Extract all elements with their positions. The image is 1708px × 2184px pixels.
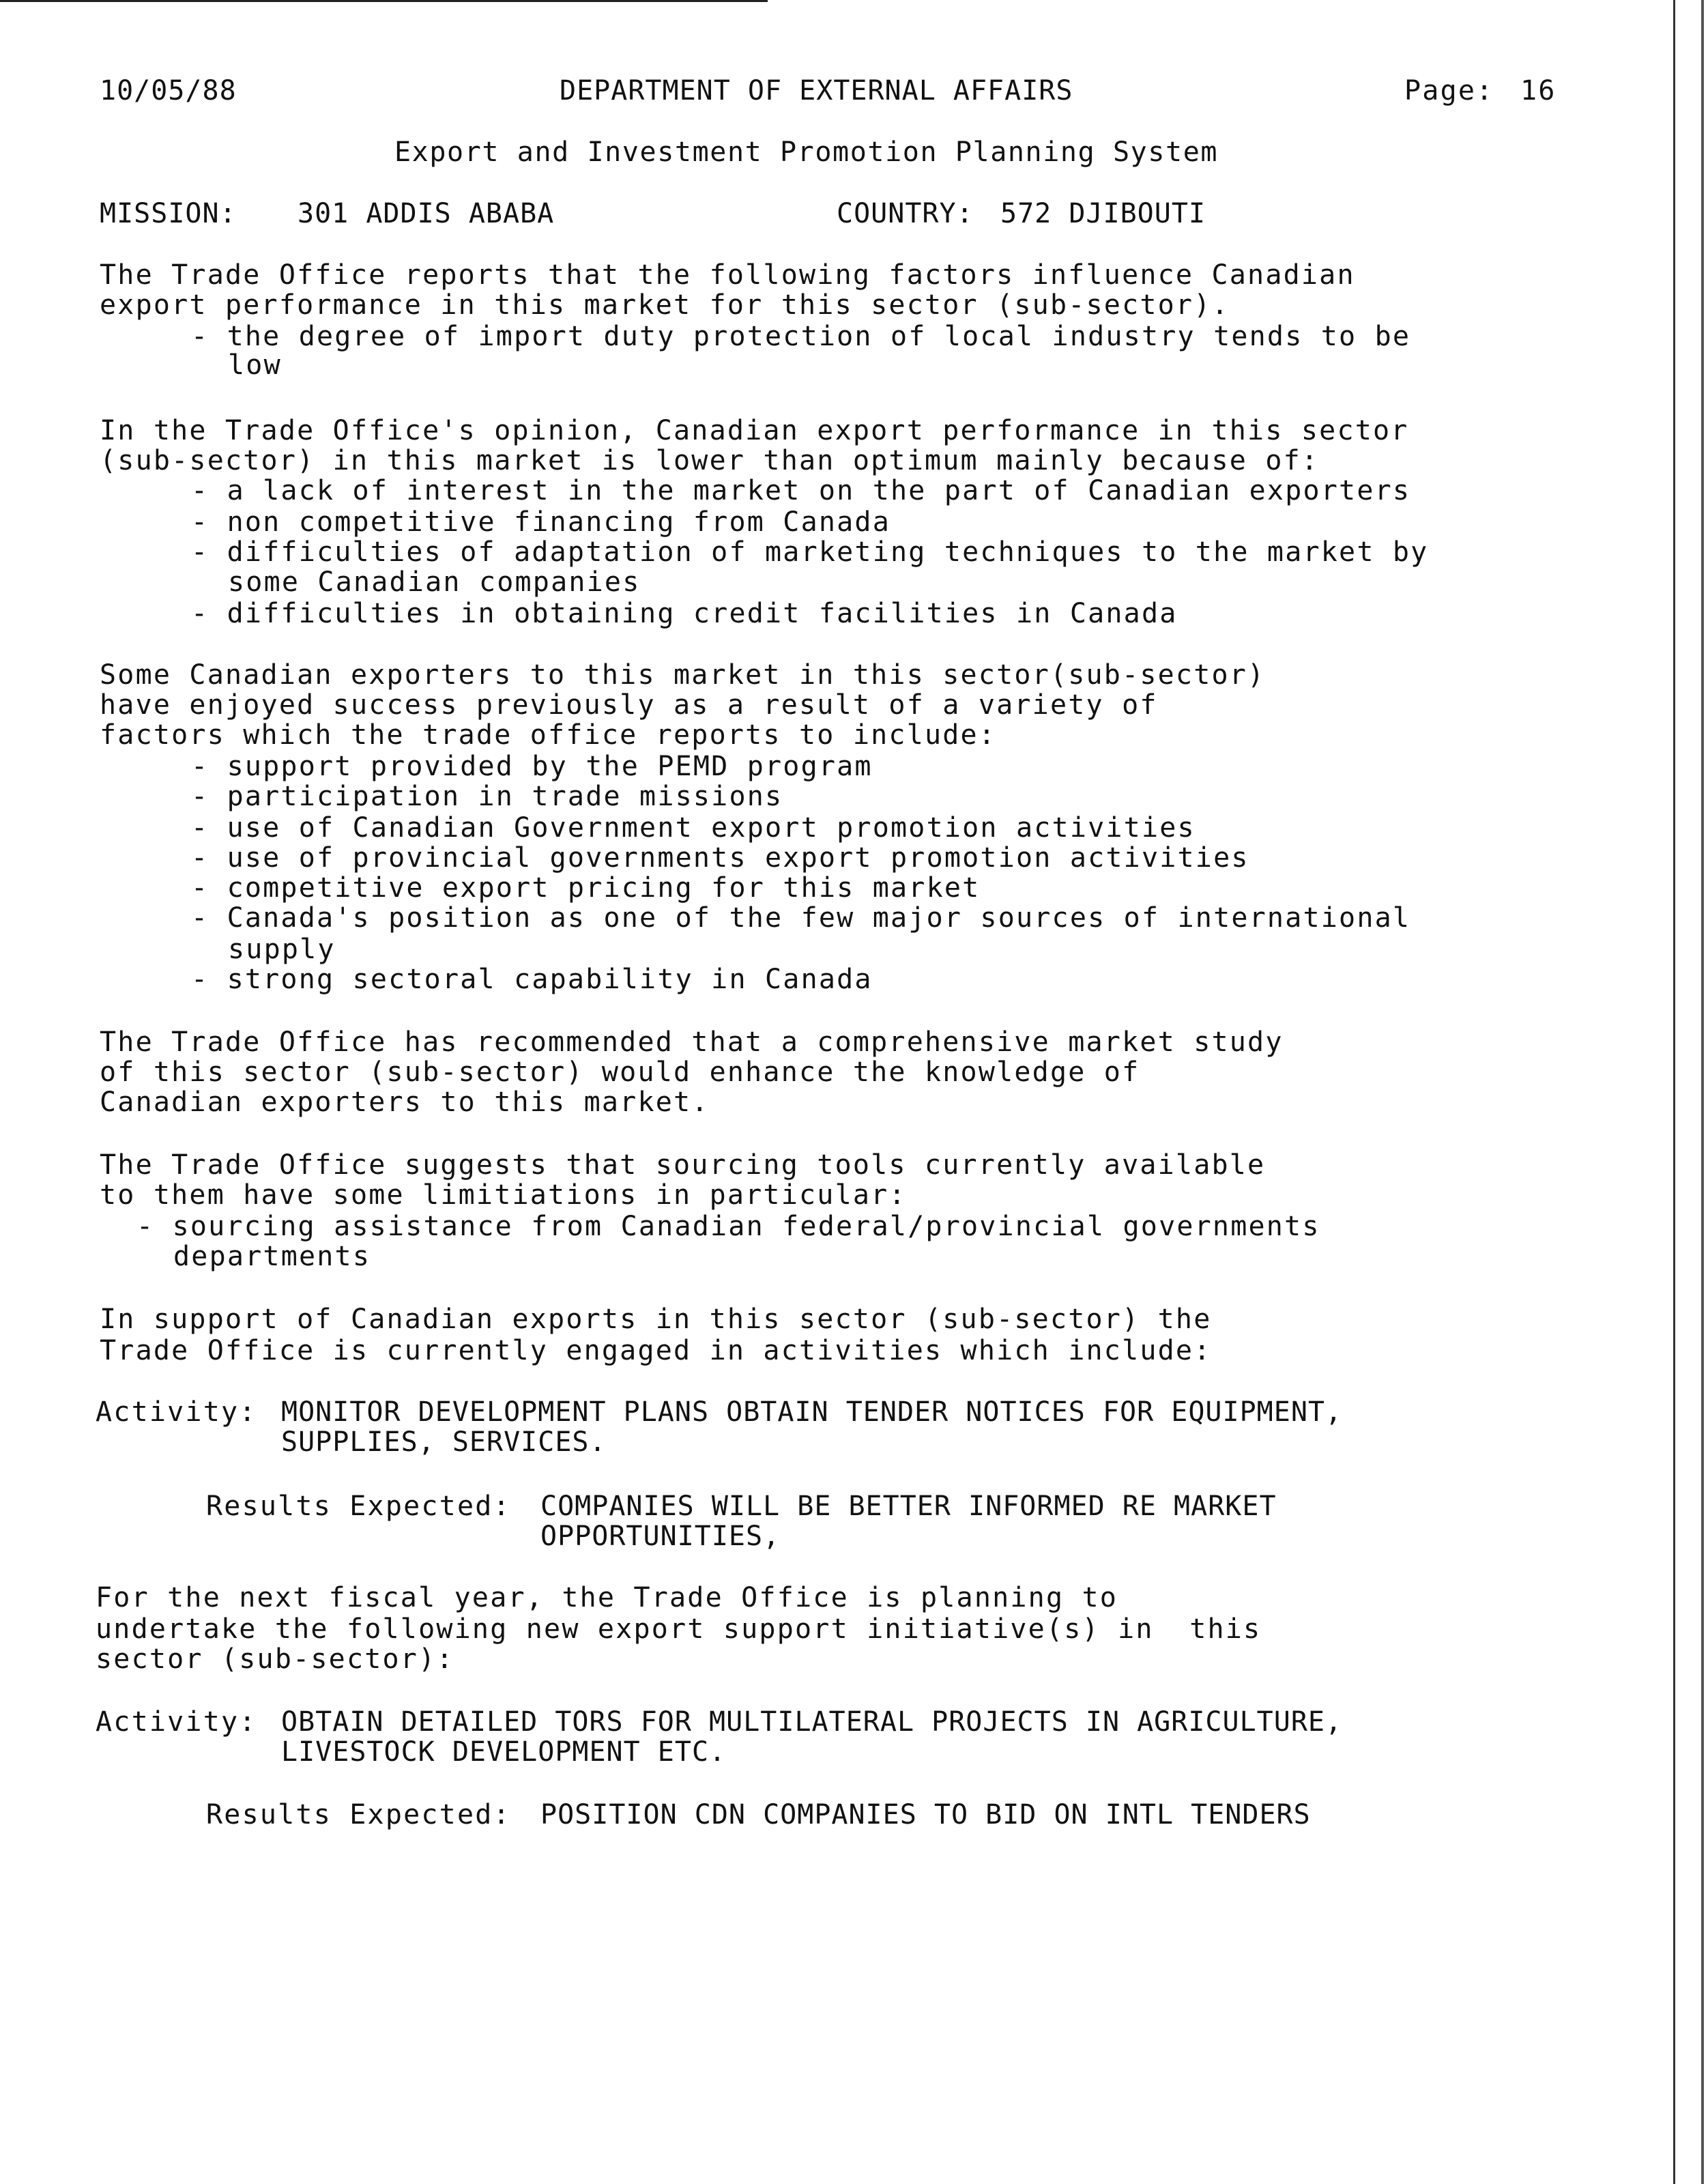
results-text: OPPORTUNITIES, <box>540 1521 781 1552</box>
page-number: 16 <box>1520 75 1557 106</box>
country-label: COUNTRY: <box>837 198 974 229</box>
paragraph-line: In support of Canadian exports in this sector (sub-sector) the <box>100 1304 1212 1335</box>
activity-label: Activity: <box>96 1706 257 1738</box>
paragraph-line: For the next fiscal year, the Trade Office is planning to <box>96 1582 1118 1613</box>
bullet-item: - support provided by the PEMD program <box>191 751 873 782</box>
bullet-item: - non competitive financing from Canada <box>191 506 891 538</box>
bullet-continuation: some Canadian companies <box>228 566 641 598</box>
bullet-item: - competitive export pricing for this market <box>191 872 981 904</box>
activity-text: LIVESTOCK DEVELOPMENT ETC. <box>281 1736 727 1768</box>
paragraph-line: Canadian exporters to this market. <box>100 1087 710 1118</box>
paragraph-line: The Trade Office reports that the following factors influence Canadian <box>100 259 1355 291</box>
paragraph-line: of this sector (sub-sector) would enhance the knowledge of <box>100 1057 1140 1088</box>
scan-right-border <box>1673 0 1675 2184</box>
activity-text: OBTAIN DETAILED TORS FOR MULTILATERAL PROJECTS IN AGRICULTURE, <box>281 1706 1343 1738</box>
bullet-item: - use of provincial governments export promotion activities <box>191 842 1249 874</box>
paragraph-line: factors which the trade office reports to include: <box>100 719 997 751</box>
bullet-item: - use of Canadian Government export promotion activities <box>191 812 1196 844</box>
activity-text: SUPPLIES, SERVICES. <box>281 1426 607 1458</box>
paragraph-line: In the Trade Office's opinion, Canadian export performance in this sector <box>100 415 1409 446</box>
results-label: Results Expected: <box>206 1491 511 1522</box>
paragraph-line: to them have some limitiations in particular: <box>100 1179 907 1211</box>
paragraph-line: The Trade Office suggests that sourcing tools currently available <box>100 1149 1266 1181</box>
paragraph-line: undertake the following new export support initiative(s) in this <box>96 1613 1262 1645</box>
department-title: DEPARTMENT OF EXTERNAL AFFAIRS <box>560 75 1073 106</box>
bullet-item: - participation in trade missions <box>191 781 783 812</box>
paragraph-line: export performance in this market for this sector (sub-sector). <box>100 289 1230 321</box>
country-value: 572 DJIBOUTI <box>1000 198 1206 229</box>
results-text: COMPANIES WILL BE BETTER INFORMED RE MARKET <box>540 1491 1277 1522</box>
paragraph-line: Some Canadian exporters to this market in this sector(sub-sector) <box>100 659 1266 691</box>
bullet-item: - Canada's position as one of the few major sources of international <box>191 902 1411 934</box>
paragraph-line: (sub-sector) in this market is lower than optimum mainly because of: <box>100 445 1320 476</box>
scan-top-border <box>0 0 768 2</box>
bullet-continuation: low <box>228 349 282 381</box>
activity-text: MONITOR DEVELOPMENT PLANS OBTAIN TENDER NOTICES FOR EQUIPMENT, <box>281 1396 1343 1428</box>
activity-label: Activity: <box>96 1396 257 1428</box>
bullet-item: - a lack of interest in the market on the part of Canadian exporters <box>191 475 1411 506</box>
page-label: Page: <box>1404 75 1494 106</box>
scan-right-edge <box>1701 0 1704 2184</box>
mission-label: MISSION: <box>100 198 237 229</box>
results-text: POSITION CDN COMPANIES TO BID ON INTL TENDERS <box>540 1799 1311 1830</box>
paragraph-line: The Trade Office has recommended that a comprehensive market study <box>100 1026 1284 1058</box>
mission-value: 301 ADDIS ABABA <box>298 198 555 229</box>
results-label: Results Expected: <box>206 1799 511 1830</box>
bullet-item: - difficulties of adaptation of marketing techniques to the market by <box>191 536 1429 568</box>
paragraph-line: Trade Office is currently engaged in activities which include: <box>100 1335 1212 1366</box>
bullet-continuation: departments <box>173 1241 371 1272</box>
bullet-continuation: supply <box>228 934 336 965</box>
system-title: Export and Investment Promotion Planning System <box>394 136 1219 168</box>
bullet-item: - difficulties in obtaining credit facilities in Canada <box>191 598 1178 629</box>
bullet-item: - strong sectoral capability in Canada <box>191 964 873 995</box>
paragraph-line: have enjoyed success previously as a result of a variety of <box>100 689 1158 721</box>
bullet-item: - the degree of import duty protection of local industry tends to be <box>191 321 1411 352</box>
paragraph-line: sector (sub-sector): <box>96 1643 454 1675</box>
bullet-item: - sourcing assistance from Canadian federal/provincial governments <box>136 1211 1320 1242</box>
report-date: 10/05/88 <box>100 75 237 106</box>
